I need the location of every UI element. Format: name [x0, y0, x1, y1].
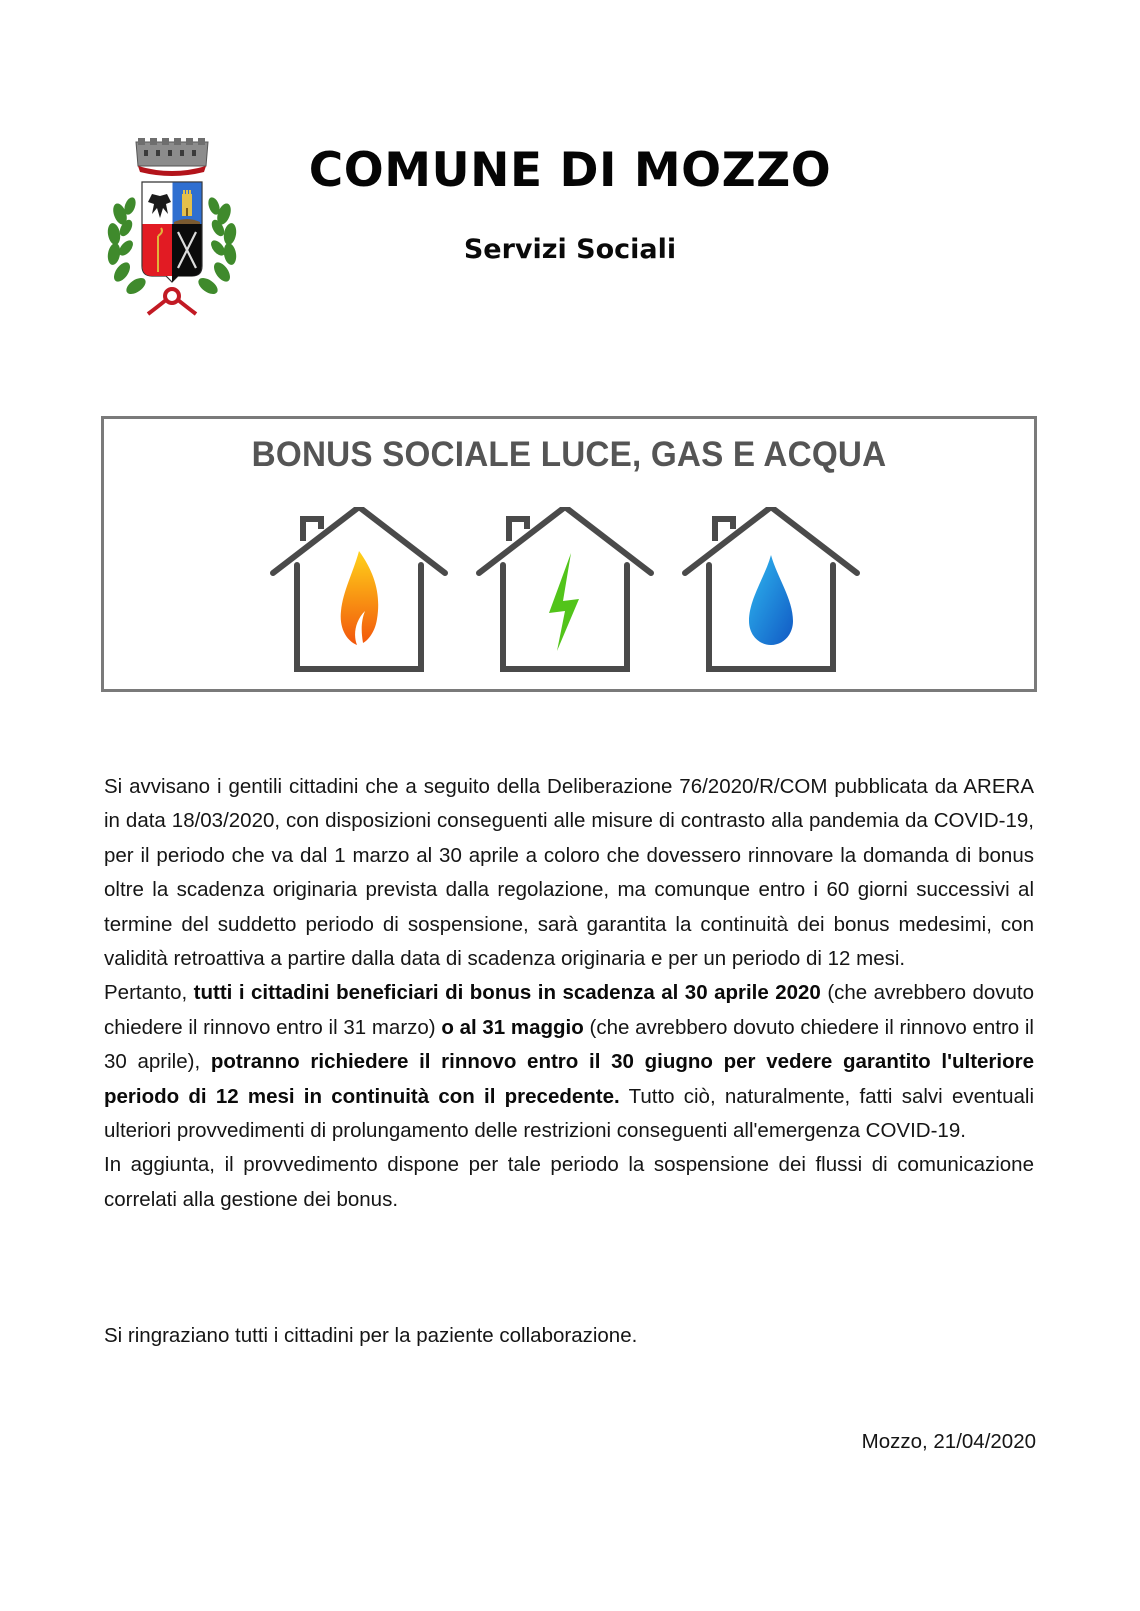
- house-water-drop-icon: [685, 507, 857, 669]
- paragraph-details: [104, 976, 1034, 1148]
- bold-segment: potranno richiedere il rinnovo entro il 30 giugno per vedere garantito l'ulteriore periodo di 12 mesi in continuità con il precedente.: [104, 1050, 1035, 1108]
- banner-title: BONUS SOCIALE LUCE, GAS E ACQUA: [251, 435, 887, 474]
- text-segment: (che avrebbero dovuto chiedere il rinnovo entro il 30 aprile),: [104, 1015, 1034, 1074]
- crown-icon: [136, 138, 208, 176]
- shield-icon: [142, 182, 202, 282]
- page-subtitle: Servizi Sociali: [463, 234, 677, 265]
- water-drop-icon: [749, 555, 793, 645]
- paragraph-addendum: In aggiunta, il provvedimento dispone per tale periodo la sospensione dei flussi di comunicazione correlati alla gestione dei bonus.: [104, 1153, 1034, 1211]
- houses-illustration: [269, 507, 869, 677]
- house-flame-icon: [273, 507, 445, 669]
- bold-segment: o al 31 maggio: [441, 1015, 584, 1039]
- place-date: Mozzo, 21/04/2020: [861, 1430, 1036, 1453]
- coat-of-arms-icon: [102, 136, 242, 316]
- text-segment: Pertanto,: [104, 981, 194, 1005]
- thanks-line: Si ringraziano tutti i cittadini per la paziente collaborazione.: [104, 1324, 638, 1347]
- bonus-banner: [101, 416, 1037, 692]
- bold-segment: tutti i cittadini beneficiari di bonus in scadenza al 30 aprile 2020: [193, 981, 821, 1005]
- lightning-bolt-icon: [549, 553, 579, 651]
- notice-body: [104, 770, 1034, 1217]
- flame-icon: [341, 551, 379, 645]
- paragraph-intro: Si avvisano i gentili cittadini che a seguito della Deliberazione 76/2020/R/COM pubblicata da ARERA in data 18/03/2020, con disposizioni conseguenti alle misure di contrasto alla pandemia da COVID-19, per il periodo che va dal 1 marzo al 30 aprile a coloro che dovessero rinnovare la domanda di bonus oltre la scadenza originaria prevista dalla regolazione, ma comunque entro i 60 giorni successivi al termine del suddetto periodo di sospensione, sarà garantita la continuità dei bonus medesimi, con validità retroattiva a partire dalla data di scadenza originaria e per un periodo di 12 mesi.: [104, 775, 1034, 971]
- ribbon-icon: [148, 289, 196, 314]
- text-segment: Tutto ciò, naturalmente, fatti salvi eventuali ulteriori provvedimenti di prolungamento delle restrizioni conseguenti all'emergenza COVID-19.: [104, 1084, 1034, 1143]
- page-title: COMUNE DI MOZZO: [308, 143, 832, 198]
- house-lightning-icon: [479, 507, 651, 669]
- text-segment: (che avrebbero dovuto chiedere il rinnovo entro il 31 marzo): [104, 981, 1035, 1039]
